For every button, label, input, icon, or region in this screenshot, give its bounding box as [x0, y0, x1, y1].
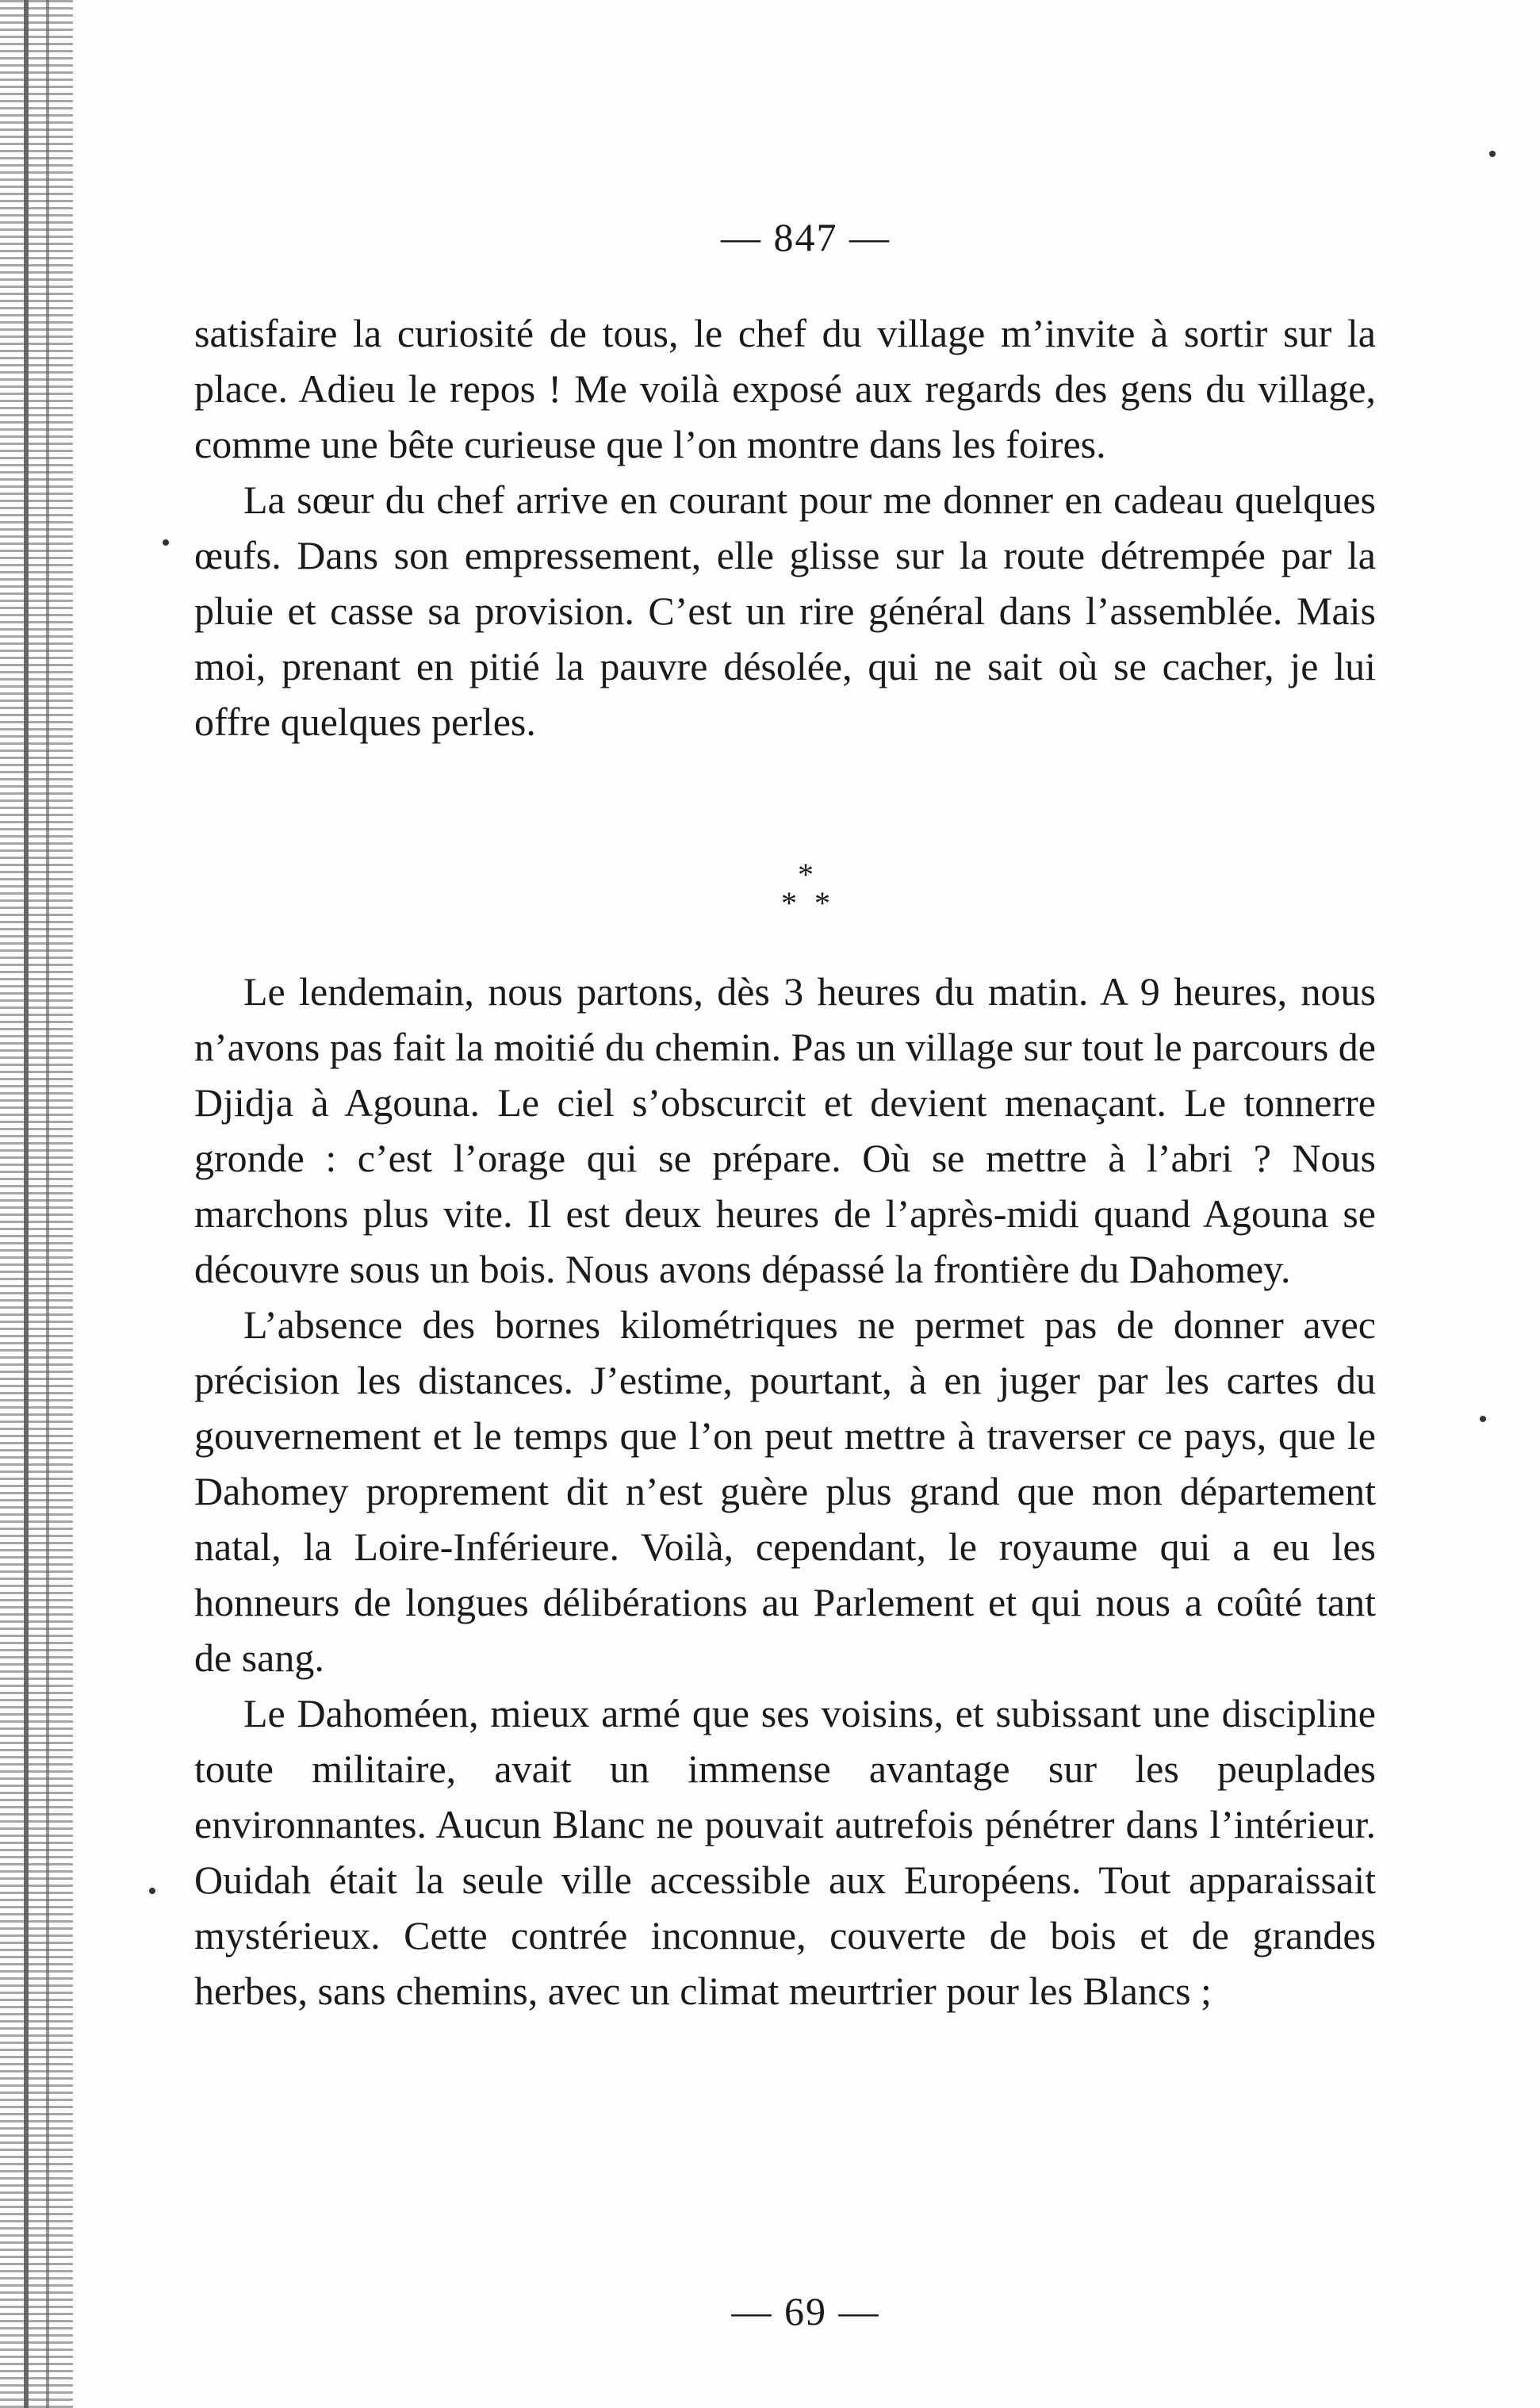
asterism-bottom: **: [781, 885, 848, 921]
scan-speck: [163, 539, 169, 546]
section-break-asterism: [0, 857, 1540, 921]
asterism-top: *: [798, 857, 814, 892]
scan-speck: [1480, 1416, 1486, 1422]
paragraph: La sœur du chef arrive en courant pour me donner en cadeau quelques œufs. Dans son empressement, elle glisse sur la route détrempée par la pluie et casse sa provision. C’est un rire général dans l’assemblée. Mais moi, prenant en pitié la pauvre désolée, qui ne sait où se cacher, je lui offre quelques perles.: [194, 477, 1376, 744]
text-block-before-break: [194, 305, 1376, 750]
page-footer-number: — 69 —: [731, 2289, 880, 2333]
text-block-after-break: [194, 964, 1376, 2019]
scan-speck: [149, 1888, 155, 1894]
page-header-number: — 847 —: [721, 215, 891, 259]
paragraph: Le Dahoméen, mieux armé que ses voisins, et subissant une discipline toute militaire, avait un immense avantage sur les peuplades environnantes. Aucun Blanc ne pouvait autrefois pénétrer dans l’intérieur. Ouidah était la seule ville accessible aux Européens. Tout apparaissait mystérieux. Cette contrée inconnue, couverte de bois et de grandes herbes, sans chemins, avec un climat meurtrier pour les Blancs ;: [194, 1691, 1376, 2013]
paragraph: Le lendemain, nous partons, dès 3 heures du matin. A 9 heures, nous n’avons pas fait la moitié du chemin. Pas un village sur tout le parcours de Djidja à Agouna. Le ciel s’obscurcit et devient menaçant. Le tonnerre gronde : c’est l’orage qui se prépare. Où se mettre à l’abri ? Nous marchons plus vite. Il est deux heures de l’après-midi quand Agouna se découvre sous un bois. Nous avons dépassé la frontière du Dahomey.: [194, 969, 1376, 1291]
scan-binding-edge: [0, 0, 73, 2408]
paragraph: L’absence des bornes kilométriques ne permet pas de donner avec précision les distances. J’estime, pourtant, à en juger par les cartes du gouvernement et le temps que l’on peut mettre à traverser ce pays, que le Dahomey proprement dit n’est guère plus grand que mon département natal, la Loire-Inférieure. Voilà, cependant, le royaume qui a eu les honneurs de longues délibérations au Parlement et qui nous a coûté tant de sang.: [194, 1302, 1376, 1680]
scan-speck: [1489, 151, 1496, 157]
paragraph: satisfaire la curiosité de tous, le chef du village m’invite à sortir sur la place. Adieu le repos ! Me voilà exposé aux regards des gens du village, comme une bête curieuse que l’on montre dans les foires.: [194, 311, 1376, 466]
